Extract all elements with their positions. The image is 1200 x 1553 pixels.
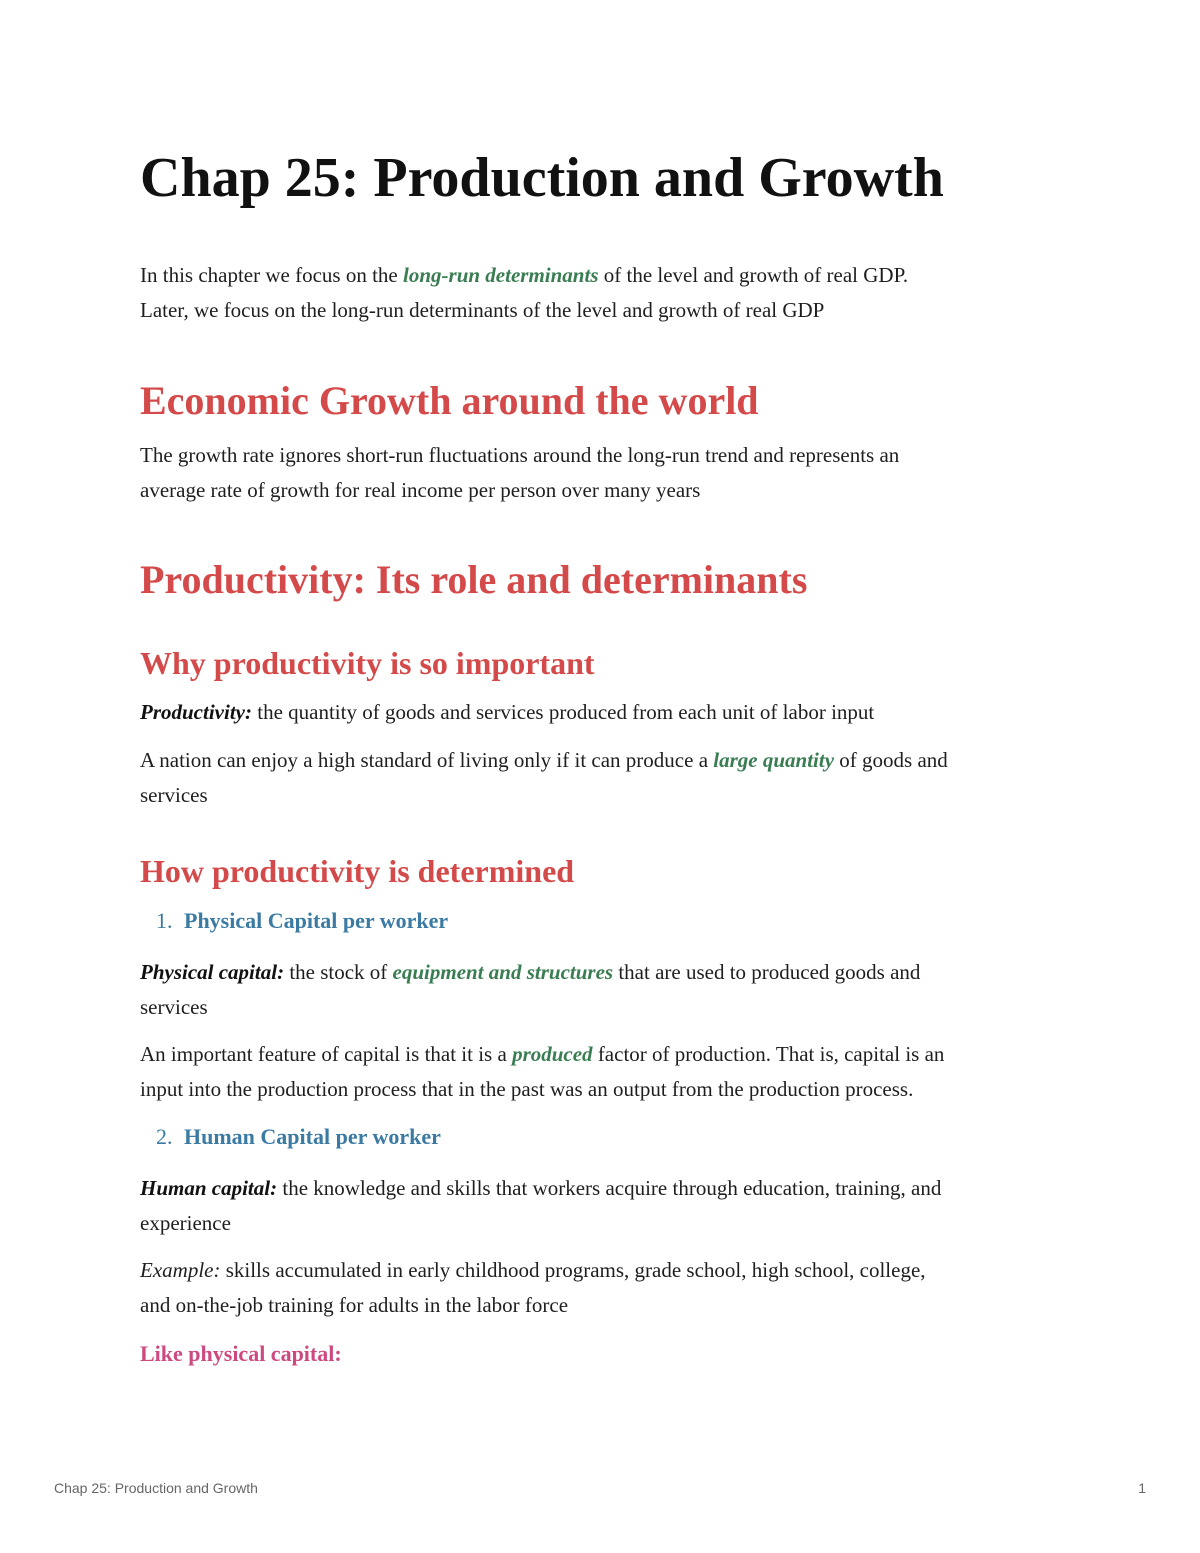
footer-page-number: 1 bbox=[1138, 1480, 1146, 1496]
intro-text-end: of the level and growth of real GDP. bbox=[598, 263, 909, 287]
standard-of-living-line-1 bbox=[140, 743, 948, 778]
definition-term: Human capital: bbox=[140, 1176, 278, 1200]
intro-line-2: Later, we focus on the long-run determinants of the level and growth of real GDP bbox=[140, 298, 825, 322]
definition-text: the stock of bbox=[284, 960, 393, 984]
intro-line-1 bbox=[140, 258, 908, 293]
list-label: Physical Capital per worker bbox=[184, 908, 449, 933]
growth-line-2: average rate of growth for real income per person over many years bbox=[140, 478, 701, 502]
definition-text: the quantity of goods and services produced from each unit of labor input bbox=[251, 700, 875, 724]
page-title: Chap 25: Production and Growth bbox=[140, 147, 944, 209]
definition-highlight: equipment and structures bbox=[392, 960, 614, 984]
human-capital-definition-line-2: experience bbox=[140, 1211, 231, 1235]
subheading-how: How productivity is determined bbox=[140, 853, 575, 889]
productivity-definition bbox=[140, 695, 874, 730]
paragraph-highlight: produced bbox=[512, 1042, 593, 1066]
definition-text: the knowledge and skills that workers acquire through education, training, and bbox=[277, 1176, 942, 1200]
intro-text: In this chapter we focus on the bbox=[140, 263, 404, 287]
subheading-like-physical-capital: Like physical capital: bbox=[140, 1341, 342, 1366]
physical-capital-definition-line-1 bbox=[140, 955, 920, 990]
list-label: Human Capital per worker bbox=[184, 1124, 441, 1149]
subheading-why: Why productivity is so important bbox=[140, 645, 595, 681]
paragraph-highlight: large quantity bbox=[713, 748, 835, 772]
standard-of-living-line-2: services bbox=[140, 783, 208, 807]
paragraph-text-end: factor of production. That is, capital is an bbox=[592, 1042, 945, 1066]
section-heading-growth: Economic Growth around the world bbox=[140, 378, 759, 423]
growth-line-1: The growth rate ignores short-run fluctuations around the long-run trend and represents an bbox=[140, 443, 900, 467]
example-label: Example: bbox=[140, 1258, 221, 1282]
human-capital-definition-line-1 bbox=[140, 1171, 941, 1206]
definition-term: Productivity: bbox=[140, 700, 252, 724]
section-heading-productivity: Productivity: Its role and determinants bbox=[140, 557, 808, 602]
example-line-2: and on-the-job training for adults in the labor force bbox=[140, 1293, 569, 1317]
paragraph-text-end: of goods and bbox=[834, 748, 948, 772]
example-text: skills accumulated in early childhood programs, grade school, high school, college, bbox=[220, 1258, 926, 1282]
paragraph-text: An important feature of capital is that it is a bbox=[140, 1042, 513, 1066]
list-item-human-capital bbox=[156, 1122, 441, 1152]
capital-feature-line-1 bbox=[140, 1037, 944, 1072]
definition-term: Physical capital: bbox=[140, 960, 285, 984]
footer-document-title: Chap 25: Production and Growth bbox=[54, 1480, 258, 1496]
definition-text-end: that are used to produced goods and bbox=[613, 960, 921, 984]
physical-capital-definition-line-2: services bbox=[140, 995, 208, 1019]
intro-highlight: long-run determinants bbox=[403, 263, 599, 287]
list-number: 1. bbox=[156, 908, 173, 933]
capital-feature-line-2: input into the production process that in the past was an output from the production process. bbox=[140, 1077, 914, 1101]
paragraph-text: A nation can enjoy a high standard of living only if it can produce a bbox=[140, 748, 714, 772]
list-number: 2. bbox=[156, 1124, 173, 1149]
list-item-physical-capital bbox=[156, 906, 448, 936]
example-line-1 bbox=[140, 1253, 926, 1288]
